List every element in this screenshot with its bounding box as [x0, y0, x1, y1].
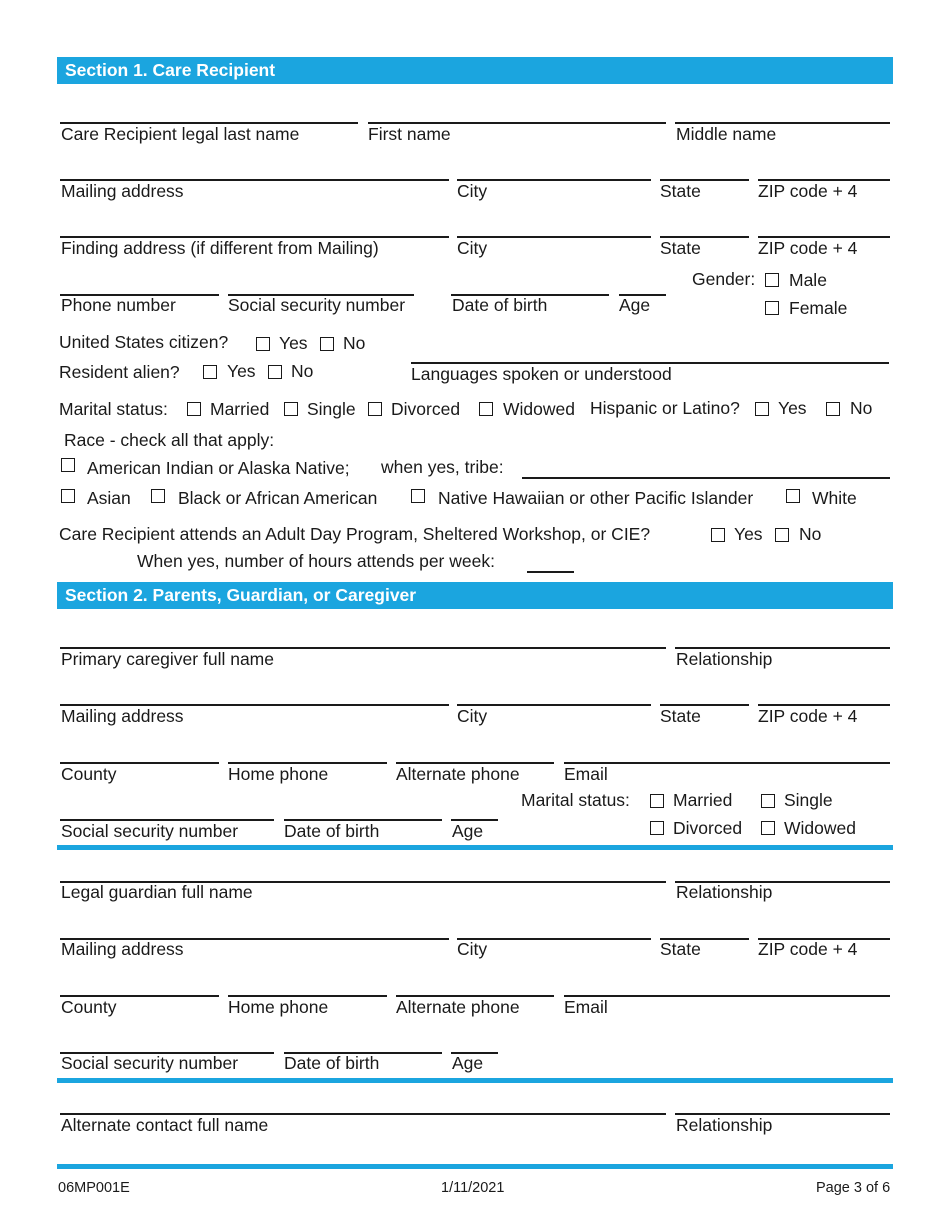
race-black-label: Black or African American — [178, 488, 378, 508]
adult-day-question: Care Recipient attends an Adult Day Program, Sheltered Workshop, or CIE? — [59, 524, 651, 544]
resident-no-label: No — [291, 361, 314, 381]
primary-single-label: Single — [784, 790, 833, 810]
hours-label: When yes, number of hours attends per week: — [137, 551, 495, 571]
marital-married-checkbox[interactable] — [187, 402, 201, 416]
primary-widowed-label: Widowed — [784, 818, 856, 838]
ssn-label: Social security number — [228, 295, 406, 315]
resident-question: Resident alien? — [59, 362, 180, 382]
alternate-relationship-label: Relationship — [676, 1115, 773, 1135]
primary-email-field[interactable] — [564, 762, 890, 764]
first-name-label: First name — [368, 124, 451, 144]
primary-dob-label: Date of birth — [284, 821, 380, 841]
marital-married-label: Married — [210, 399, 270, 419]
resident-yes-checkbox[interactable] — [203, 365, 217, 379]
zip-label: ZIP code + 4 — [758, 181, 858, 201]
race-hawaiian-label: Native Hawaiian or other Pacific Islander — [438, 488, 754, 508]
marital-widowed-checkbox[interactable] — [479, 402, 493, 416]
state-label: State — [660, 181, 701, 201]
guardian-email-label: Email — [564, 997, 608, 1017]
primary-widowed-checkbox[interactable] — [761, 821, 775, 835]
marital-status-label: Marital status: — [59, 399, 168, 419]
primary-alt-phone-label: Alternate phone — [396, 764, 520, 784]
race-american-indian-checkbox[interactable] — [61, 458, 75, 472]
primary-email-label: Email — [564, 764, 608, 784]
hours-field[interactable] — [527, 571, 574, 573]
adult-day-no-checkbox[interactable] — [775, 528, 789, 542]
primary-marital-label: Marital status: — [521, 790, 630, 810]
divider-guardian — [57, 1078, 893, 1083]
guardian-zip-label: ZIP code + 4 — [758, 939, 858, 959]
mailing-address-label: Mailing address — [61, 181, 184, 201]
marital-divorced-label: Divorced — [391, 399, 461, 419]
race-asian-checkbox[interactable] — [61, 489, 75, 503]
primary-zip-label: ZIP code + 4 — [758, 706, 858, 726]
guardian-mailing-label: Mailing address — [61, 939, 184, 959]
primary-relationship-label: Relationship — [676, 649, 773, 669]
finding-zip-label: ZIP code + 4 — [758, 238, 858, 258]
hispanic-yes-label: Yes — [778, 398, 807, 418]
primary-home-phone-label: Home phone — [228, 764, 329, 784]
tribe-field[interactable] — [522, 477, 890, 479]
citizen-no-label: No — [343, 333, 366, 353]
citizen-question: United States citizen? — [59, 332, 229, 352]
age-label: Age — [619, 295, 651, 315]
hispanic-no-checkbox[interactable] — [826, 402, 840, 416]
last-name-label: Care Recipient legal last name — [61, 124, 300, 144]
finding-address-label: Finding address (if different from Mailing) — [61, 238, 379, 258]
primary-single-checkbox[interactable] — [761, 794, 775, 808]
marital-widowed-label: Widowed — [503, 399, 575, 419]
form-date: 1/11/2021 — [441, 1180, 505, 1196]
adult-day-yes-label: Yes — [734, 524, 763, 544]
marital-divorced-checkbox[interactable] — [368, 402, 382, 416]
guardian-county-label: County — [61, 997, 117, 1017]
form-id: 06MP001E — [58, 1180, 130, 1196]
race-asian-label: Asian — [87, 488, 131, 508]
race-american-indian-label: American Indian or Alaska Native; — [87, 458, 350, 478]
guardian-city-label: City — [457, 939, 488, 959]
primary-married-checkbox[interactable] — [650, 794, 664, 808]
primary-age-label: Age — [452, 821, 484, 841]
primary-state-label: State — [660, 706, 701, 726]
citizen-no-checkbox[interactable] — [320, 337, 334, 351]
race-hawaiian-checkbox[interactable] — [411, 489, 425, 503]
marital-single-checkbox[interactable] — [284, 402, 298, 416]
guardian-home-phone-label: Home phone — [228, 997, 329, 1017]
race-white-checkbox[interactable] — [786, 489, 800, 503]
adult-day-yes-checkbox[interactable] — [711, 528, 725, 542]
gender-male-checkbox[interactable] — [765, 273, 779, 287]
guardian-ssn-label: Social security number — [61, 1053, 239, 1073]
resident-yes-label: Yes — [227, 361, 256, 381]
primary-divorced-label: Divorced — [673, 818, 743, 838]
resident-no-checkbox[interactable] — [268, 365, 282, 379]
race-white-label: White — [812, 488, 857, 508]
guardian-relationship-label: Relationship — [676, 882, 773, 902]
guardian-alt-phone-label: Alternate phone — [396, 997, 520, 1017]
citizen-yes-label: Yes — [279, 333, 308, 353]
primary-county-label: County — [61, 764, 117, 784]
languages-label: Languages spoken or understood — [411, 364, 672, 384]
primary-divorced-checkbox[interactable] — [650, 821, 664, 835]
primary-name-label: Primary caregiver full name — [61, 649, 274, 669]
guardian-email-field[interactable] — [564, 995, 890, 997]
gender-female-checkbox[interactable] — [765, 301, 779, 315]
race-black-checkbox[interactable] — [151, 489, 165, 503]
gender-male-label: Male — [789, 270, 827, 290]
gender-female-label: Female — [789, 298, 848, 318]
primary-city-label: City — [457, 706, 488, 726]
tribe-label: when yes, tribe: — [381, 457, 504, 477]
race-label: Race - check all that apply: — [64, 430, 275, 450]
hispanic-question: Hispanic or Latino? — [590, 398, 740, 418]
gender-label: Gender: — [692, 269, 756, 289]
city-label: City — [457, 181, 488, 201]
section-2-header: Section 2. Parents, Guardian, or Caregiver — [57, 582, 893, 609]
page-number: Page 3 of 6 — [816, 1180, 891, 1196]
footer-divider — [57, 1164, 893, 1169]
middle-name-label: Middle name — [676, 124, 777, 144]
adult-day-no-label: No — [799, 524, 822, 544]
hispanic-no-label: No — [850, 398, 873, 418]
primary-married-label: Married — [673, 790, 733, 810]
marital-single-label: Single — [307, 399, 356, 419]
primary-mailing-label: Mailing address — [61, 706, 184, 726]
primary-ssn-label: Social security number — [61, 821, 239, 841]
guardian-name-label: Legal guardian full name — [61, 882, 253, 902]
dob-label: Date of birth — [452, 295, 548, 315]
guardian-dob-label: Date of birth — [284, 1053, 380, 1073]
hispanic-yes-checkbox[interactable] — [755, 402, 769, 416]
alternate-name-label: Alternate contact full name — [61, 1115, 269, 1135]
phone-label: Phone number — [61, 295, 176, 315]
guardian-state-label: State — [660, 939, 701, 959]
divider-primary — [57, 845, 893, 850]
citizen-yes-checkbox[interactable] — [256, 337, 270, 351]
guardian-age-label: Age — [452, 1053, 484, 1073]
finding-city-label: City — [457, 238, 488, 258]
finding-state-label: State — [660, 238, 701, 258]
section-1-header: Section 1. Care Recipient — [57, 57, 893, 84]
